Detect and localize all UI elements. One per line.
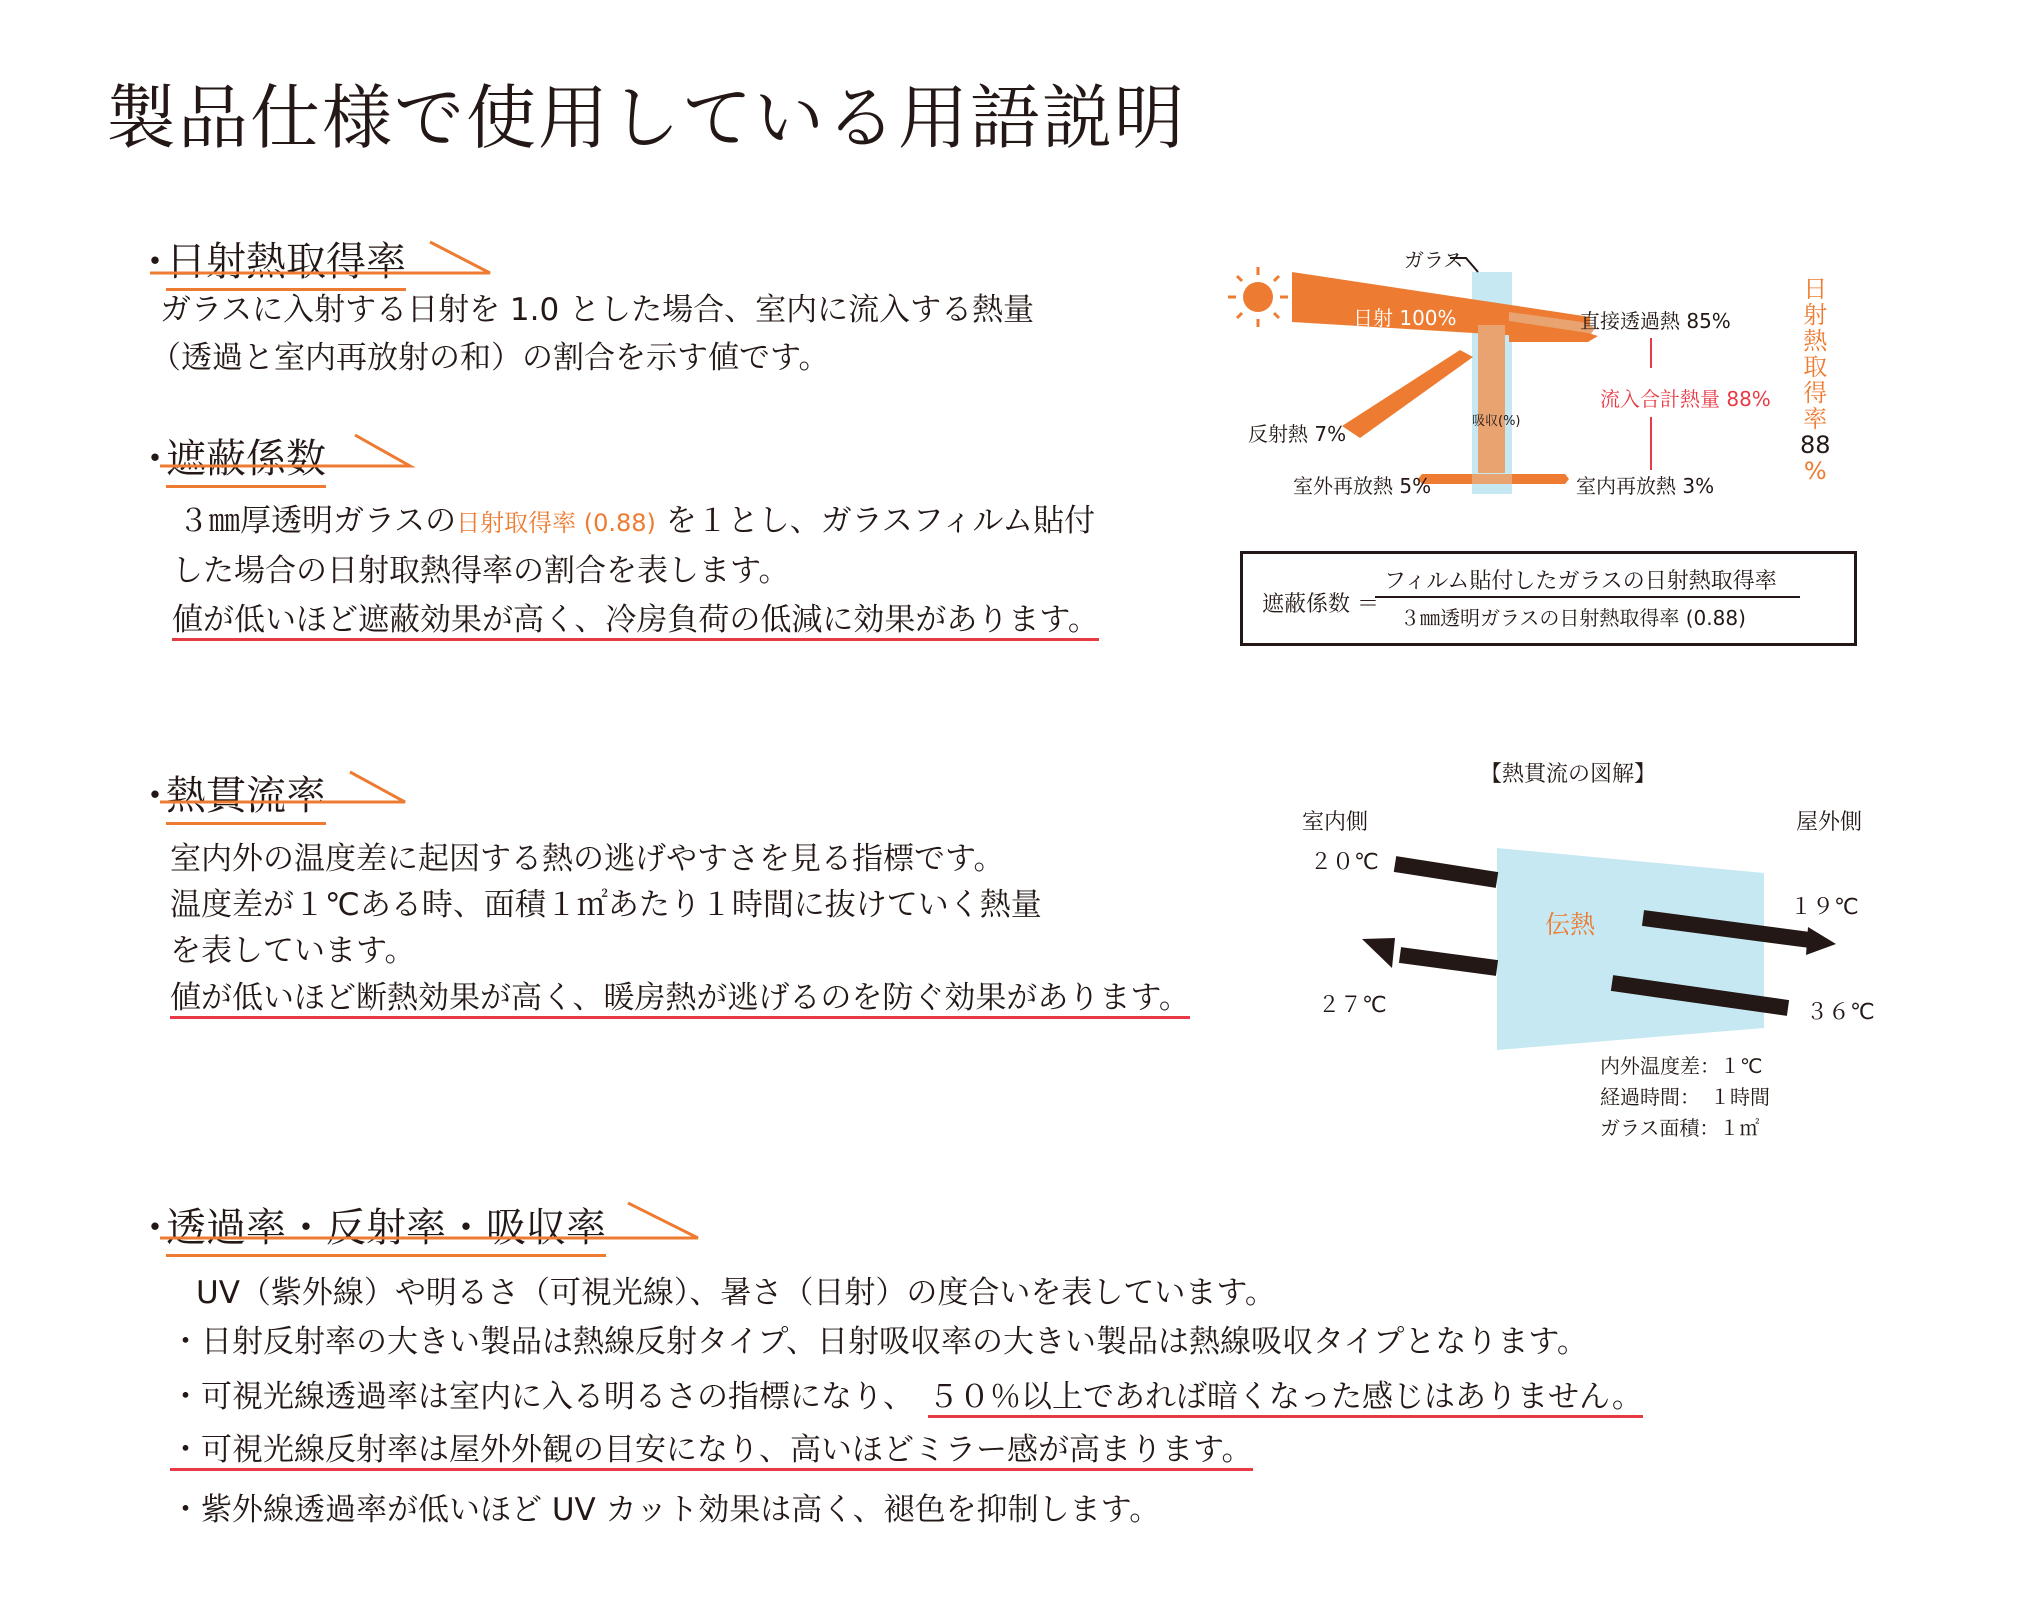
outdoor-side-label: 屋外側 bbox=[1796, 810, 1863, 835]
heading-uvalue-accent bbox=[160, 772, 405, 802]
reflect-label: 反射熱 7% bbox=[1248, 422, 1347, 446]
sun-icon bbox=[1228, 267, 1288, 327]
reflect-band bbox=[1342, 350, 1473, 438]
inflow-total-label: 流入合計熱量 88% bbox=[1600, 387, 1771, 411]
shading-line-1-post: を１とし、ガラスフィルム貼付 bbox=[655, 503, 1096, 539]
arrow-left-head bbox=[1362, 938, 1395, 968]
vertical-unit: % bbox=[1803, 457, 1827, 485]
formula-left: 遮蔽係数 ＝ bbox=[1262, 592, 1379, 617]
heat-transfer-label: 伝熱 bbox=[1545, 910, 1596, 939]
indoor-temp-bottom: ２７℃ bbox=[1318, 993, 1387, 1018]
direct-label: 直接透過熱 85% bbox=[1580, 309, 1731, 333]
indoor-side-label: 室内側 bbox=[1302, 810, 1369, 835]
heat-diagram-title: 【熱貫流の図解】 bbox=[1480, 762, 1657, 787]
section-bullet: ・ bbox=[135, 436, 175, 482]
uvalue-line-1: 室内外の温度差に起因する熱の逃げやすさを見る指標です。 bbox=[170, 841, 1005, 877]
uvalue-line-2: 温度差が１℃ある時、面積１㎡あたり１時間に抜けていく熱量 bbox=[170, 887, 1042, 923]
arrow-indoor-bottom-segment bbox=[1400, 955, 1497, 968]
section-bullet: ・ bbox=[135, 1205, 175, 1251]
heat-glass-pane bbox=[1497, 848, 1764, 1050]
shgc-line-2: （透過と室内再放射の和）の割合を示す値です。 bbox=[150, 340, 830, 376]
indoor-reradiate-label: 室内再放熱 3% bbox=[1576, 474, 1715, 498]
formula-numerator: フィルム貼付したガラスの日射熱取得率 bbox=[1384, 569, 1777, 594]
heading-accent-lines bbox=[150, 242, 698, 1238]
heading-shgc-text: 日射熱取得率 bbox=[166, 239, 406, 291]
shading-line-1-highlight: 日射取得率 (0.88) bbox=[456, 509, 656, 537]
heading-shading-accent bbox=[160, 435, 410, 466]
uvalue-line-4-text: 値が低いほど断熱効果が高く、暖房熱が逃げるのを防ぐ効果があります。 bbox=[170, 980, 1190, 1019]
absorb-band bbox=[1478, 325, 1505, 473]
shading-line-3-text: 値が低いほど遮蔽効果が高く、冷房負荷の低減に効果があります。 bbox=[172, 602, 1099, 641]
shgc-line-1: ガラスに入射する日射を 1.0 とした場合、室内に流入する熱量 bbox=[160, 292, 1035, 328]
outdoor-temp-top: １９℃ bbox=[1790, 895, 1859, 920]
vertical-value: 88 bbox=[1800, 431, 1831, 459]
heat-note-2: 経過時間： １時間 bbox=[1600, 1085, 1770, 1109]
vertical-char: 率 bbox=[1803, 405, 1828, 433]
rates-item-3-text: ・可視光線反射率は屋外外観の目安になり、高いほどミラー感が高まります。 bbox=[170, 1432, 1253, 1471]
arrow-indoor-top-segment bbox=[1395, 864, 1497, 880]
reradiate-band-glass bbox=[1472, 474, 1512, 484]
heading-uvalue-text: 熱貫流率 bbox=[166, 773, 326, 825]
vertical-char: 射 bbox=[1803, 301, 1828, 329]
outdoor-temp-bottom: ３６℃ bbox=[1806, 1000, 1875, 1025]
sun-label: 日射 100% bbox=[1353, 306, 1457, 330]
rates-item-2-underlined: ５０％以上であれば暗くなった感じはありません。 bbox=[928, 1379, 1643, 1418]
vertical-char: 取 bbox=[1803, 353, 1828, 381]
glass-label: ガラス bbox=[1404, 248, 1464, 272]
vertical-char: 日 bbox=[1803, 275, 1828, 303]
page-title: 製品仕様で使用している用語説明 bbox=[106, 77, 1186, 159]
uvalue-line-3: を表しています。 bbox=[170, 933, 416, 969]
rates-intro: UV（紫外線）や明るさ（可視光線）、暑さ（日射）の度合いを表しています。 bbox=[196, 1275, 1276, 1311]
rates-item-2-pre: ・可視光線透過率は室内に入る明るさの指標になり、 bbox=[170, 1379, 914, 1415]
vertical-shgc-label bbox=[1800, 276, 1831, 484]
heading-rates-text: 透過率・反射率・吸収率 bbox=[166, 1205, 606, 1257]
rates-item-4: ・紫外線透過率が低いほど UV カット効果は高く、褪色を抑制します。 bbox=[170, 1492, 1161, 1528]
heat-note-3: ガラス面積：１㎡ bbox=[1600, 1116, 1760, 1140]
heading-shgc-accent bbox=[150, 242, 490, 273]
arrow-right-head bbox=[1806, 927, 1836, 955]
outdoor-reradiate-label: 室外再放熱 5% bbox=[1293, 474, 1432, 498]
heading-shading-text: 遮蔽係数 bbox=[166, 436, 326, 488]
shading-line-2: した場合の日射取熱得率の割合を表します。 bbox=[172, 553, 790, 589]
formula-denominator: ３㎜透明ガラスの日射熱取得率 (0.88) bbox=[1400, 606, 1746, 630]
rates-item-1: ・日射反射率の大きい製品は熱線反射タイプ、日射吸収率の大きい製品は熱線吸収タイプとなります。 bbox=[170, 1324, 1588, 1360]
heading-rates-accent bbox=[160, 1203, 698, 1238]
vertical-char: 熱 bbox=[1803, 327, 1828, 355]
section-bullet: ・ bbox=[135, 773, 175, 819]
section-bullet: ・ bbox=[135, 239, 175, 285]
shading-line-1-pre: ３㎜厚透明ガラスの bbox=[178, 503, 457, 539]
absorb-label: 吸収(%) bbox=[1472, 414, 1521, 429]
heat-note-1: 内外温度差：１℃ bbox=[1600, 1054, 1763, 1078]
vertical-char: 得 bbox=[1803, 379, 1828, 407]
indoor-temp-top: ２０℃ bbox=[1310, 850, 1379, 875]
